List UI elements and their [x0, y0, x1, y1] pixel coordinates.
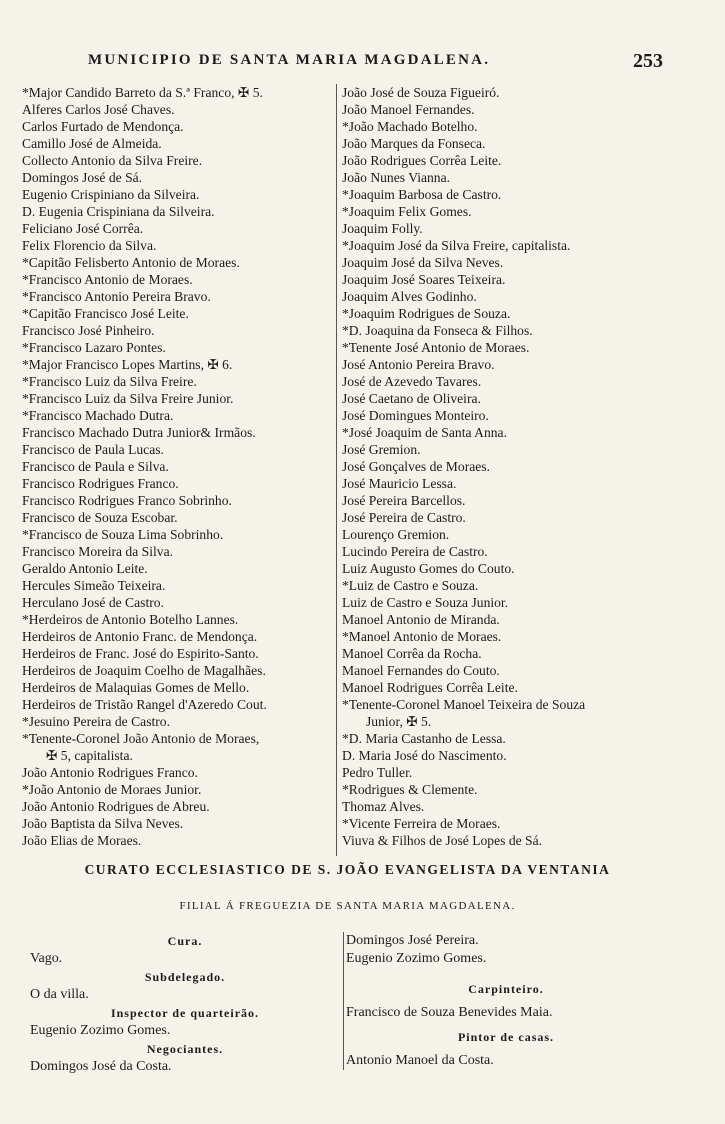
- name-entry: João Marques da Fonseca.: [342, 136, 486, 151]
- name-entry: *Herdeiros de Antonio Botelho Lannes.: [22, 612, 239, 627]
- running-title: MUNICIPIO DE SANTA MARIA MAGDALENA.: [88, 52, 491, 68]
- name-entry: *José Joaquim de Santa Anna.: [342, 425, 507, 440]
- name-entry: Herdeiros de Franc. José do Espirito-Santo.: [22, 646, 259, 661]
- name-entry: *Francisco Machado Dutra.: [22, 408, 174, 423]
- section-left-column: [30, 932, 340, 1076]
- name-entry: Joaquim Alves Godinho.: [342, 289, 477, 304]
- inspector-value: Eugenio Zozimo Gomes.: [30, 1023, 171, 1038]
- name-entry: *Jesuino Pereira de Castro.: [22, 714, 170, 729]
- section-title: CURATO ECCLESIASTICO DE S. JOÃO EVANGELISTA DA VENTANIA: [84, 862, 611, 877]
- name-entry: *Francisco Lazaro Pontes.: [22, 340, 166, 355]
- name-entry: *Rodrigues & Clemente.: [342, 782, 478, 797]
- name-entry: *João Antonio de Moraes Junior.: [22, 782, 202, 797]
- name-entry: José Gonçalves de Moraes.: [342, 459, 490, 474]
- name-entry: Junior, ✠ 5.: [366, 714, 432, 729]
- negociante-entry: Domingos José Pereira.: [346, 933, 479, 948]
- subdelegado-value: O da villa.: [30, 987, 89, 1002]
- section-right-column: [346, 932, 666, 1070]
- cura-heading: Cura.: [167, 934, 203, 948]
- carpinteiro-heading: Carpinteiro.: [468, 982, 544, 996]
- name-entry: Francisco de Paula Lucas.: [22, 442, 164, 457]
- name-entry: *Tenente José Antonio de Moraes.: [342, 340, 530, 355]
- name-entry: Luiz Augusto Gomes do Couto.: [342, 561, 515, 576]
- name-entry: Manoel Fernandes do Couto.: [342, 663, 500, 678]
- name-entry: João Antonio Rodrigues de Abreu.: [22, 799, 210, 814]
- name-entry: João José de Souza Figueiró.: [342, 85, 500, 100]
- name-entry: *Joaquim Rodrigues de Souza.: [342, 306, 511, 321]
- pintor-heading: Pintor de casas.: [457, 1030, 555, 1044]
- name-entry: Collecto Antonio da Silva Freire.: [22, 153, 203, 168]
- name-entry: João Antonio Rodrigues Franco.: [22, 765, 198, 780]
- negociantes-heading: Negociantes.: [146, 1042, 224, 1056]
- carpinteiro-value: Francisco de Souza Benevides Maia.: [346, 1005, 553, 1020]
- name-entry: Viuva & Filhos de José Lopes de Sá.: [342, 833, 543, 848]
- name-entry: Herculano José de Castro.: [22, 595, 164, 610]
- name-entry: Lourenço Gremion.: [342, 527, 450, 542]
- name-entry: Hercules Simeão Teixeira.: [22, 578, 166, 593]
- name-entry: João Rodrigues Corrêa Leite.: [342, 153, 502, 168]
- name-entry: ✠ 5, capitalista.: [46, 748, 133, 763]
- name-entry: Joaquim José da Silva Neves.: [342, 255, 504, 270]
- name-entry: Herdeiros de Malaquias Gomes de Mello.: [22, 680, 250, 695]
- inspector-heading: Inspector de quarteirão.: [110, 1006, 260, 1020]
- name-entry: *Joaquim Felix Gomes.: [342, 204, 472, 219]
- name-entry: Manoel Antonio de Miranda.: [342, 612, 500, 627]
- name-entry: *Joaquim Barbosa de Castro.: [342, 187, 502, 202]
- name-entry: João Baptista da Silva Neves.: [22, 816, 184, 831]
- name-entry: *Manoel Antonio de Moraes.: [342, 629, 502, 644]
- name-entry: Domingos José de Sá.: [22, 170, 143, 185]
- name-entry: *Francisco Antonio de Moraes.: [22, 272, 193, 287]
- name-entry: José de Azevedo Tavares.: [342, 374, 482, 389]
- pintor-value: Antonio Manoel da Costa.: [346, 1053, 494, 1068]
- name-entry: *Francisco Luiz da Silva Freire Junior.: [22, 391, 234, 406]
- section-subtitle: FILIAL Á FREGUEZIA DE SANTA MARIA MAGDALENA.: [179, 900, 516, 912]
- name-entry: José Gremion.: [342, 442, 421, 457]
- name-entry: D. Maria José do Nascimento.: [342, 748, 507, 763]
- name-entry: *D. Maria Castanho de Lessa.: [342, 731, 506, 746]
- negociante-entry: Eugenio Zozimo Gomes.: [346, 951, 487, 966]
- negociantes-value: Domingos José da Costa.: [30, 1059, 172, 1074]
- name-entry: Luiz de Castro e Souza Junior.: [342, 595, 509, 610]
- name-entry: Francisco de Paula e Silva.: [22, 459, 169, 474]
- name-entry: Camillo José de Almeida.: [22, 136, 162, 151]
- name-entry: Francisco Moreira da Silva.: [22, 544, 173, 559]
- name-entry: José Pereira Barcellos.: [342, 493, 466, 508]
- name-entry: *Capitão Francisco José Leite.: [22, 306, 189, 321]
- name-entry: José Pereira de Castro.: [342, 510, 466, 525]
- name-entry: *Capitão Felisberto Antonio de Moraes.: [22, 255, 240, 270]
- name-entry: Thomaz Alves.: [342, 799, 425, 814]
- name-entry: *Joaquim José da Silva Freire, capitalista.: [342, 238, 571, 253]
- name-entry: Alferes Carlos José Chaves.: [22, 102, 175, 117]
- name-entry: *Francisco de Souza Lima Sobrinho.: [22, 527, 224, 542]
- name-entry: *João Machado Botelho.: [342, 119, 478, 134]
- name-entry: *Vicente Ferreira de Moraes.: [342, 816, 501, 831]
- name-entry: D. Eugenia Crispiniana da Silveira.: [22, 204, 215, 219]
- name-entry: Carlos Furtado de Mendonça.: [22, 119, 184, 134]
- name-entry: João Nunes Vianna.: [342, 170, 451, 185]
- page-header: [88, 50, 663, 76]
- name-entry: *Luiz de Castro e Souza.: [342, 578, 479, 593]
- name-entry: José Mauricio Lessa.: [342, 476, 457, 491]
- column-divider: [336, 84, 337, 856]
- subdelegado-heading: Subdelegado.: [144, 970, 226, 984]
- name-entry: José Caetano de Oliveira.: [342, 391, 481, 406]
- name-entry: Francisco Rodrigues Franco Sobrinho.: [22, 493, 232, 508]
- right-name-column: [342, 84, 672, 849]
- cura-value: Vago.: [30, 951, 63, 966]
- name-entry: Joaquim Folly.: [342, 221, 423, 236]
- section-column-divider: [343, 932, 344, 1070]
- name-entry: João Manoel Fernandes.: [342, 102, 475, 117]
- name-entry: *Tenente-Coronel Manoel Teixeira de Souza: [342, 697, 586, 712]
- name-entry: *D. Joaquina da Fonseca & Filhos.: [342, 323, 533, 338]
- name-entry: Herdeiros de Antonio Franc. de Mendonça.: [22, 629, 258, 644]
- name-entry: José Domingues Monteiro.: [342, 408, 489, 423]
- name-entry: Geraldo Antonio Leite.: [22, 561, 148, 576]
- name-entry: Herdeiros de Tristão Rangel d'Azeredo Cout.: [22, 697, 267, 712]
- name-entry: *Major Francisco Lopes Martins, ✠ 6.: [22, 357, 233, 372]
- name-entry: Francisco de Souza Escobar.: [22, 510, 178, 525]
- name-entry: João Elias de Moraes.: [22, 833, 142, 848]
- name-entry: Manoel Corrêa da Rocha.: [342, 646, 482, 661]
- name-entry: Francisco Machado Dutra Junior& Irmãos.: [22, 425, 256, 440]
- name-entry: Eugenio Crispiniano da Silveira.: [22, 187, 200, 202]
- name-entry: Francisco Rodrigues Franco.: [22, 476, 179, 491]
- name-entry: José Antonio Pereira Bravo.: [342, 357, 495, 372]
- left-name-column: [22, 84, 336, 849]
- name-entry: Francisco José Pinheiro.: [22, 323, 155, 338]
- name-entry: *Tenente-Coronel João Antonio de Moraes,: [22, 731, 260, 746]
- name-entry: Joaquim José Soares Teixeira.: [342, 272, 506, 287]
- name-entry: *Francisco Luiz da Silva Freire.: [22, 374, 197, 389]
- name-entry: Lucindo Pereira de Castro.: [342, 544, 488, 559]
- name-entry: Felix Florencio da Silva.: [22, 238, 157, 253]
- name-entry: *Major Candido Barreto da S.ª Franco, ✠ 5.: [22, 85, 263, 100]
- page-number: 253: [633, 50, 663, 72]
- name-entry: *Francisco Antonio Pereira Bravo.: [22, 289, 211, 304]
- name-entry: Feliciano José Corrêa.: [22, 221, 144, 236]
- name-entry: Herdeiros de Joaquim Coelho de Magalhães.: [22, 663, 266, 678]
- name-entry: Manoel Rodrigues Corrêa Leite.: [342, 680, 518, 695]
- name-entry: Pedro Tuller.: [342, 765, 413, 780]
